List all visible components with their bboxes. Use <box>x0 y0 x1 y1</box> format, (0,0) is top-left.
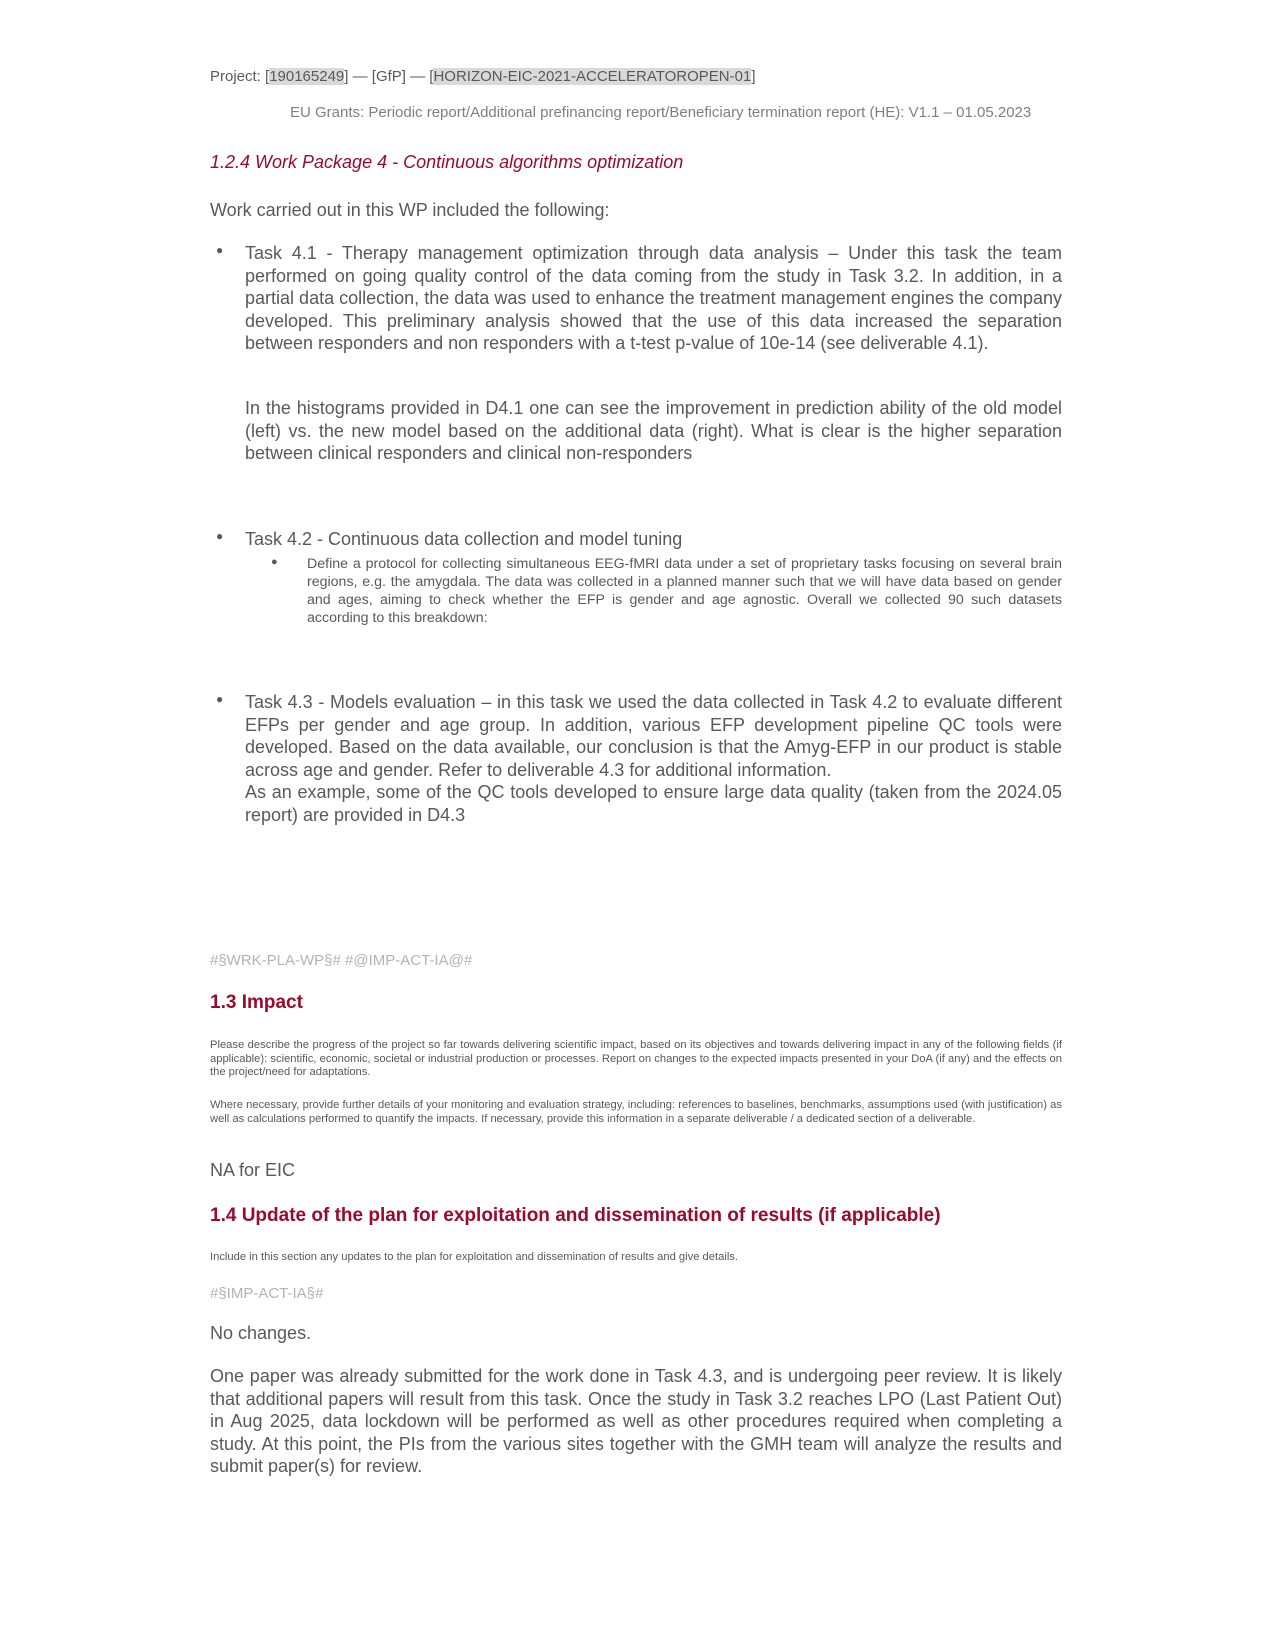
wp4-intro: Work carried out in this WP included the following: <box>210 200 610 220</box>
wp4-heading: 1.2.4 Work Package 4 - Continuous algorithms optimization <box>210 152 684 172</box>
section-marker-end: #§IMP-ACT-IA§# <box>210 1285 324 1302</box>
task-4-2: Task 4.2 - Continuous data collection and model tuning <box>245 529 683 549</box>
exploitation-answer-2: One paper was already submitted for the work done in Task 4.3, and is undergoing peer review. It is likely that additional papers will result from this task. Once the study in Task 3.2 reaches LPO (Last Patient Out) in Aug 2025, data lockdown will be performed as well as other procedures required when completing a study. At this point, the PIs from the various sites together with the GMH team will analyze the results and submit paper(s) for review. <box>210 1366 1062 1477</box>
section-marker: #§WRK-PLA-WP§# #@IMP-ACT-IA@# <box>210 952 473 969</box>
exploitation-heading: 1.4 Update of the plan for exploitation and dissemination of results (if applicable) <box>210 1205 941 1226</box>
project-header <box>210 68 756 85</box>
impact-instruction-1: Please describe the progress of the project so far towards delivering scientific impact, based on its objectives and towards delivering impact in any of the following fields (if applicable): scientific, economic, societal or industrial production or processes. Report on changes to the expected impacts presented in your DoA (if any) and the effects on the project/need for adaptations. <box>210 1039 1062 1078</box>
task-4-3: Task 4.3 - Models evaluation – in this task we used the data collected in Task 4.2 to evaluate different EFPs per gender and age group. In addition, various EFP development pipeline QC tools were developed. Based on the data available, our conclusion is that the Amyg-EFP in our product is stable across age and gender. Refer to deliverable 4.3 for additional information. <box>245 692 1062 780</box>
impact-heading: 1.3 Impact <box>210 992 303 1013</box>
sub-bullet-icon: ● <box>271 556 278 568</box>
task-4-1-followup: In the histograms provided in D4.1 one can see the improvement in prediction ability of the old model (left) vs. the new model based on the additional data (right). What is clear is the higher separation between clinical responders and clinical non-responders <box>245 398 1062 464</box>
impact-instruction-2: Where necessary, provide further details of your monitoring and evaluation strategy, including: references to baselines, benchmarks, assumptions used (with justification) as well as calculations performed to quantify the impacts. If necessary, provide this information in a separate deliverable / a dedicated section of a deliverable. <box>210 1099 1062 1125</box>
impact-answer: NA for EIC <box>210 1160 296 1180</box>
bullet-icon: ● <box>216 243 224 257</box>
task-4-1: Task 4.1 - Therapy management optimization through data analysis – Under this task the team performed on going quality control of the data coming from the study in Task 3.2. In addition, in a partial data collection, the data was used to enhance the treatment management engines the company developed. This preliminary analysis showed that the use of this data increased the separation between responders and non responders with a t-test p-value of 10e-14 (see deliverable 4.1). <box>245 243 1062 354</box>
exploitation-answer-1: No changes. <box>210 1323 312 1343</box>
project-separator: ] — [GfP] — [ <box>344 68 434 85</box>
project-prefix: Project: [ <box>210 68 270 85</box>
task-4-2-sub: Define a protocol for collecting simultaneous EEG-fMRI data under a set of proprietary tasks focusing on several brain regions, e.g. the amygdala. The data was collected in a planned manner such that we will have data based on gender and ages, aiming to check whether the EFP is gender and age agnostic. Overall we collected 90 such datasets according to this breakdown: <box>307 556 1062 626</box>
exploitation-instruction: Include in this section any updates to the plan for exploitation and dissemination of results and give details. <box>210 1251 739 1263</box>
task-4-3-example: As an example, some of the QC tools developed to ensure large data quality (taken from the 2024.05 report) are provided in D4.3 <box>245 782 1062 825</box>
project-id: 190165249 <box>269 68 345 85</box>
template-version: EU Grants: Periodic report/Additional prefinancing report/Beneficiary termination report (HE): V1.1 – 01.05.2023 <box>290 104 1032 121</box>
bullet-icon: ● <box>216 529 224 543</box>
bullet-icon: ● <box>216 692 224 706</box>
call-id: HORIZON-EIC-2021-ACCELERATOROPEN-01 <box>433 68 752 85</box>
project-suffix: ] <box>751 68 756 85</box>
